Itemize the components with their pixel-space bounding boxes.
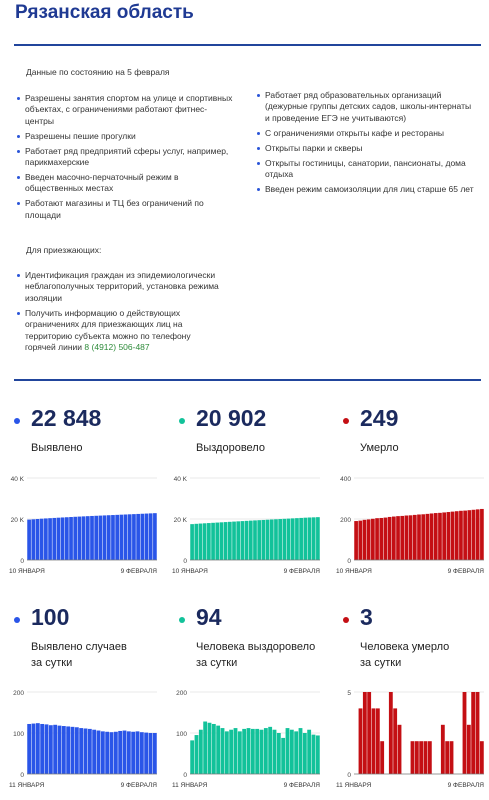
divider xyxy=(14,44,481,46)
stat-label-line: Выявлено случаев xyxy=(31,641,127,653)
bar xyxy=(273,730,277,774)
stat-label: Умерло xyxy=(360,442,399,454)
bar xyxy=(388,517,392,560)
green-dot-icon xyxy=(179,617,185,623)
y-tick-label: 100 xyxy=(176,731,187,738)
list-item: Открыты парки и скверы xyxy=(257,143,475,154)
bar xyxy=(471,692,475,774)
y-tick-label: 200 xyxy=(176,690,187,697)
y-tick-label: 200 xyxy=(340,517,351,524)
bar xyxy=(124,514,128,560)
hotline-phone-link[interactable]: 8 (4912) 506-487 xyxy=(84,341,150,352)
bar xyxy=(367,692,371,774)
bar xyxy=(107,515,111,560)
bar xyxy=(400,516,404,560)
bar xyxy=(242,729,246,774)
stat-value: 22 848 xyxy=(31,405,102,431)
stat-label xyxy=(31,639,127,671)
bar xyxy=(99,516,103,560)
list-item: Открыты гостиницы, санатории, пансионаты, дома отдыха xyxy=(257,158,475,181)
bar xyxy=(392,517,396,560)
bar xyxy=(447,512,451,560)
list-item: Разрешены занятия спортом на улице и спортивных объектах, с ограничениями работают фитнес-центры xyxy=(17,93,235,127)
y-tick-label: 20 K xyxy=(10,517,24,524)
bar xyxy=(277,733,281,774)
bar xyxy=(287,519,291,560)
bar xyxy=(316,735,320,774)
bar xyxy=(476,692,480,774)
y-tick-label: 400 xyxy=(340,476,351,483)
bar xyxy=(393,708,397,774)
chart-detected-total xyxy=(5,472,161,584)
bar-chart xyxy=(5,686,161,798)
bar xyxy=(241,521,245,560)
y-tick-label: 0 xyxy=(347,558,351,565)
bar xyxy=(57,518,61,560)
bar xyxy=(220,522,224,560)
bar xyxy=(260,730,264,774)
bar xyxy=(236,521,240,560)
list-item: Работает ряд предприятий сферы услуг, например, парикмахерские xyxy=(17,146,235,169)
measures-list-right xyxy=(257,90,475,199)
x-tick-label: 11 ЯНВАРЯ xyxy=(9,782,45,789)
divider xyxy=(14,379,481,381)
bar xyxy=(225,731,229,774)
bar xyxy=(31,519,35,560)
as-of-date: Данные по состоянию на 5 февраля xyxy=(26,67,170,77)
list-item: Введен масочно-перчаточный режим в общественных местах xyxy=(17,172,235,195)
list-item: Разрешены пешие прогулки xyxy=(17,131,235,142)
red-dot-icon xyxy=(343,418,349,424)
bar xyxy=(207,523,211,560)
bar xyxy=(45,724,49,774)
bar xyxy=(84,728,88,774)
bar xyxy=(249,521,253,560)
bar xyxy=(149,733,153,774)
bar xyxy=(421,514,425,560)
bar xyxy=(467,510,471,560)
bar xyxy=(463,511,467,560)
bar xyxy=(251,729,255,774)
bar xyxy=(291,518,295,560)
stat-detected-total xyxy=(14,404,164,464)
y-tick-label: 40 K xyxy=(173,476,187,483)
red-dot-icon xyxy=(343,617,349,623)
bar xyxy=(430,513,434,560)
bar xyxy=(105,732,109,774)
bar xyxy=(153,513,157,560)
bar xyxy=(376,708,380,774)
page-title: Рязанская область xyxy=(15,2,194,23)
chart-detected-daily xyxy=(5,686,161,798)
bar xyxy=(195,735,199,774)
bar xyxy=(199,730,203,774)
bar xyxy=(308,517,312,560)
bar xyxy=(409,515,413,560)
chart-recovered-total xyxy=(168,472,324,584)
bar xyxy=(211,523,215,560)
y-tick-label: 0 xyxy=(20,558,24,565)
bar xyxy=(40,519,44,560)
bar xyxy=(27,724,31,774)
bar xyxy=(268,727,272,774)
bar xyxy=(247,728,251,774)
bar xyxy=(371,519,375,560)
y-tick-label: 0 xyxy=(183,558,187,565)
x-tick-label: 11 ЯНВАРЯ xyxy=(172,782,208,789)
stat-detected-daily xyxy=(14,603,164,673)
bar xyxy=(232,522,236,560)
bar xyxy=(78,517,82,560)
bar xyxy=(128,514,132,560)
bar xyxy=(53,725,57,774)
bar xyxy=(90,516,94,560)
bar xyxy=(149,513,153,560)
bar xyxy=(73,517,77,560)
bar xyxy=(153,733,157,774)
bar xyxy=(264,728,268,774)
bar xyxy=(36,519,40,560)
bar xyxy=(92,730,96,774)
bar xyxy=(48,518,52,560)
bar xyxy=(295,518,299,560)
bar xyxy=(190,740,194,774)
y-tick-label: 100 xyxy=(13,731,24,738)
stat-value: 20 902 xyxy=(196,405,267,431)
x-tick-label: 11 ЯНВАРЯ xyxy=(336,782,372,789)
x-tick-label: 10 ЯНВАРЯ xyxy=(172,568,208,575)
stat-label: Выздоровело xyxy=(196,442,265,454)
blue-dot-icon xyxy=(14,418,20,424)
bar xyxy=(307,730,311,774)
bar xyxy=(71,727,75,774)
arrivals-list xyxy=(17,270,222,357)
bar xyxy=(426,514,430,560)
bar xyxy=(58,726,62,774)
bar xyxy=(294,731,298,774)
bar xyxy=(131,732,135,774)
bar xyxy=(434,513,438,560)
bar xyxy=(75,727,79,774)
list-item: Работает ряд образовательных организаций (дежурные группы детских садов, школы-интернаты и проведение ЕГЭ не учитываются) xyxy=(257,90,475,124)
stat-label-line: Человека выздоровело xyxy=(196,641,316,653)
bar xyxy=(144,733,148,774)
stat-recovered-total xyxy=(179,404,329,464)
stat-label-line: Человека умерло xyxy=(360,641,450,653)
bar xyxy=(290,730,294,774)
bar xyxy=(398,725,402,774)
list-item: Работают магазины и ТЦ без ограничений по площади xyxy=(17,198,235,221)
bar xyxy=(208,723,212,774)
stat-value: 249 xyxy=(360,405,399,431)
bar xyxy=(463,692,467,774)
bar xyxy=(257,520,261,560)
bar xyxy=(115,515,119,560)
bar xyxy=(86,516,90,560)
bar xyxy=(140,514,144,560)
bar xyxy=(424,741,428,774)
stat-value: 94 xyxy=(196,604,222,630)
bar xyxy=(417,514,421,560)
bar xyxy=(274,519,278,560)
bar xyxy=(359,708,363,774)
bar xyxy=(270,519,274,560)
y-tick-label: 0 xyxy=(183,772,187,779)
bar xyxy=(132,514,136,560)
bar xyxy=(419,741,423,774)
stat-label-line: за сутки xyxy=(360,657,402,669)
arrivals-title: Для приезжающих: xyxy=(26,245,102,255)
bar xyxy=(145,514,149,560)
bar xyxy=(97,731,101,774)
bar xyxy=(238,731,242,774)
bar xyxy=(203,722,207,774)
bar xyxy=(286,728,290,774)
stat-value: 3 xyxy=(360,604,373,630)
bar xyxy=(396,516,400,560)
arrivals-text: Идентификация граждан из эпидемиологически неблагополучных территорий, установка режима изоляции xyxy=(25,270,219,303)
bar xyxy=(476,509,480,560)
bar xyxy=(49,725,53,774)
bar-chart xyxy=(332,472,488,584)
bar xyxy=(312,517,316,560)
bar xyxy=(278,519,282,560)
bar xyxy=(413,515,417,560)
bar xyxy=(372,708,376,774)
bar xyxy=(111,515,115,560)
bar xyxy=(438,513,442,560)
bar-chart xyxy=(168,472,324,584)
bar xyxy=(367,519,371,560)
chart-died-daily xyxy=(332,686,488,798)
y-tick-label: 0 xyxy=(347,772,351,779)
bar xyxy=(299,518,303,560)
bar xyxy=(203,523,207,560)
arrivals-text: Получить информацию о действующих ограничениях для приезжающих лиц на территорию субъекта можно по телефону горячей линии xyxy=(25,307,191,352)
chart-died-total xyxy=(332,472,488,584)
bar xyxy=(61,517,65,560)
bar xyxy=(40,724,44,774)
bar xyxy=(262,520,266,560)
green-dot-icon xyxy=(179,418,185,424)
x-tick-label: 9 ФЕВРАЛЯ xyxy=(120,568,157,575)
bar xyxy=(253,520,257,560)
bar xyxy=(442,512,446,560)
bar xyxy=(66,726,70,774)
x-tick-label: 9 ФЕВРАЛЯ xyxy=(283,568,320,575)
bar xyxy=(450,741,454,774)
list-item: С ограничениями открыты кафе и рестораны xyxy=(257,128,475,139)
bar xyxy=(467,725,471,774)
bar xyxy=(266,520,270,560)
bar xyxy=(428,741,432,774)
bar xyxy=(103,515,107,560)
bar xyxy=(445,741,449,774)
bar xyxy=(94,516,98,560)
bar xyxy=(415,741,419,774)
bar xyxy=(212,724,216,774)
bar xyxy=(65,517,69,560)
bar xyxy=(255,729,259,774)
bar xyxy=(123,731,127,774)
bar xyxy=(358,521,362,560)
stat-label-line: за сутки xyxy=(196,657,238,669)
bar xyxy=(299,728,303,774)
bar xyxy=(88,729,92,774)
bar xyxy=(384,518,388,560)
bar xyxy=(44,518,48,560)
bar xyxy=(405,516,409,560)
x-tick-label: 9 ФЕВРАЛЯ xyxy=(447,782,484,789)
bar xyxy=(79,728,83,774)
stat-value: 100 xyxy=(31,604,70,630)
bar xyxy=(114,732,118,774)
bar xyxy=(375,518,379,560)
bar xyxy=(316,517,320,560)
x-tick-label: 9 ФЕВРАЛЯ xyxy=(447,568,484,575)
bar xyxy=(363,520,367,560)
x-tick-label: 10 ЯНВАРЯ xyxy=(336,568,372,575)
y-tick-label: 200 xyxy=(13,690,24,697)
bar xyxy=(480,741,484,774)
list-item xyxy=(17,308,222,354)
bar xyxy=(101,731,105,774)
bar xyxy=(379,518,383,560)
bar xyxy=(215,523,219,560)
x-tick-label: 10 ЯНВАРЯ xyxy=(9,568,45,575)
y-tick-label: 40 K xyxy=(10,476,24,483)
bar xyxy=(62,726,66,774)
stat-label xyxy=(360,639,449,671)
bar xyxy=(459,511,463,560)
bar xyxy=(472,510,476,560)
bar-chart xyxy=(5,472,161,584)
bar xyxy=(194,524,198,560)
chart-recovered-daily xyxy=(168,686,324,798)
bar xyxy=(118,731,122,774)
bar xyxy=(221,728,225,774)
list-item: Введен режим самоизоляции для лиц старше 65 лет xyxy=(257,184,475,195)
measures-list-left xyxy=(17,93,235,225)
bar xyxy=(127,731,131,774)
bar xyxy=(229,730,233,774)
bar xyxy=(303,733,307,774)
bar xyxy=(228,522,232,560)
bar xyxy=(136,514,140,560)
bar xyxy=(389,692,393,774)
bar xyxy=(363,692,367,774)
blue-dot-icon xyxy=(14,617,20,623)
bar xyxy=(32,724,36,774)
y-tick-label: 5 xyxy=(347,690,351,697)
bar xyxy=(82,516,86,560)
stat-label xyxy=(196,639,315,671)
y-tick-label: 20 K xyxy=(173,517,187,524)
bar xyxy=(120,515,124,560)
y-tick-label: 0 xyxy=(20,772,24,779)
bar xyxy=(110,732,114,774)
x-tick-label: 9 ФЕВРАЛЯ xyxy=(283,782,320,789)
bar xyxy=(411,741,415,774)
bar xyxy=(451,512,455,560)
bar-chart xyxy=(168,686,324,798)
stat-recovered-daily xyxy=(179,603,329,673)
bar xyxy=(36,723,40,774)
bar xyxy=(245,521,249,560)
list-item xyxy=(17,270,222,304)
bar xyxy=(234,728,238,774)
bar xyxy=(27,520,31,560)
bar xyxy=(455,511,459,560)
bar xyxy=(224,522,228,560)
stat-label: Выявлено xyxy=(31,442,83,454)
bar xyxy=(52,518,56,560)
stat-died-daily xyxy=(343,603,483,673)
bar xyxy=(354,521,358,560)
bar xyxy=(480,509,484,560)
bar xyxy=(216,726,220,774)
stat-died-total xyxy=(343,404,483,464)
bar xyxy=(69,517,73,560)
bar xyxy=(380,741,384,774)
bar xyxy=(441,725,445,774)
x-tick-label: 9 ФЕВРАЛЯ xyxy=(120,782,157,789)
bar xyxy=(281,738,285,774)
bar xyxy=(140,732,144,774)
bar xyxy=(190,524,194,560)
bar xyxy=(136,731,140,774)
bar-chart xyxy=(332,686,488,798)
bar xyxy=(312,735,316,774)
bar xyxy=(303,518,307,560)
bar xyxy=(283,519,287,560)
bar xyxy=(199,524,203,560)
stat-label-line: за сутки xyxy=(31,657,73,669)
